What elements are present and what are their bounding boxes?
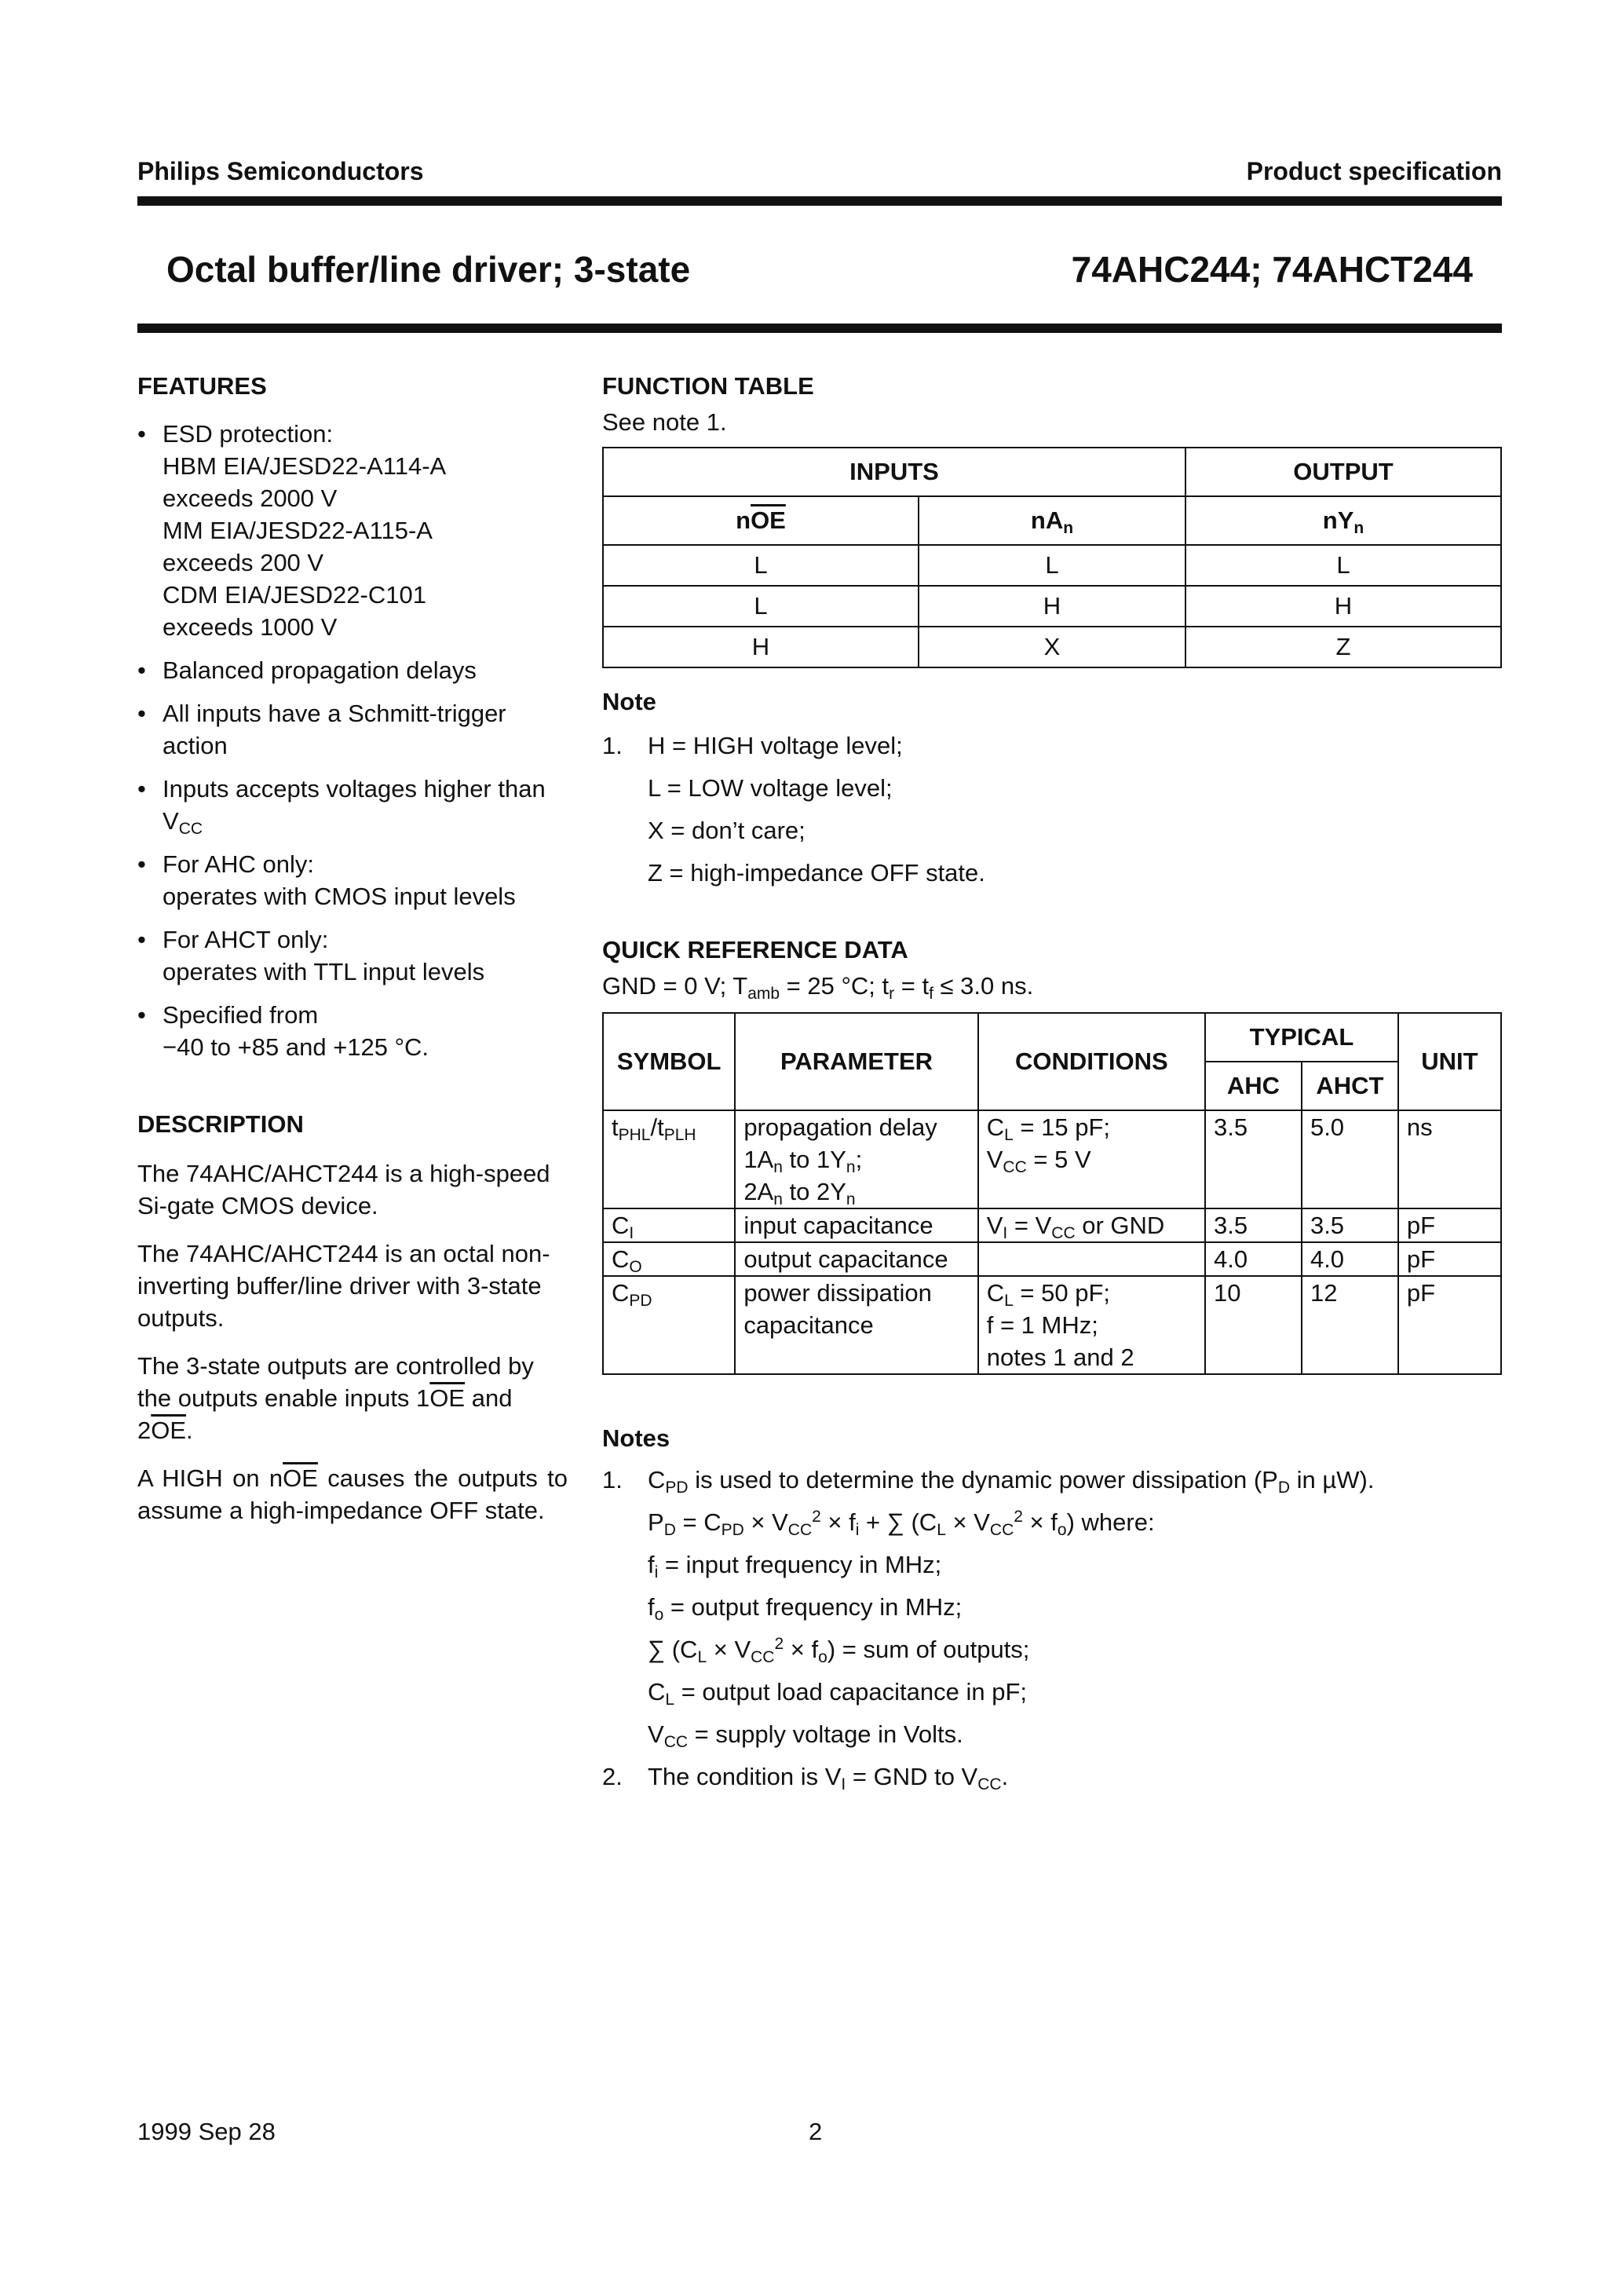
l-sum-a: ∑ (C	[648, 1636, 698, 1663]
header-rule	[137, 196, 1502, 206]
qr-r4-cond	[978, 1276, 1205, 1374]
f-sq2: 2	[1014, 1508, 1023, 1526]
qr-r1-sym-a-sub: PHL	[618, 1126, 651, 1144]
f-end: ) where:	[1066, 1508, 1155, 1536]
qr-r2-symbol	[603, 1208, 735, 1242]
ahc-desc: operates with CMOS input levels	[163, 883, 516, 910]
qr-r1-param-3	[743, 1175, 969, 1208]
n2-b: = GND to V	[846, 1763, 978, 1790]
qr-r1-param-1: propagation delay	[743, 1113, 937, 1141]
qr-r1-p3b: to 2Y	[782, 1178, 846, 1205]
feature-vcc	[137, 773, 577, 837]
p4-b: causes the outputs to assume a high-impedance OFF state.	[137, 1464, 568, 1524]
ft-cell: L	[919, 545, 1185, 586]
n1-c: in µW).	[1290, 1466, 1375, 1493]
ft-cell: H	[1185, 586, 1501, 627]
qr-r3-sym: C	[612, 1245, 630, 1273]
qr-r4-c1s: L	[1004, 1292, 1014, 1310]
description-p3	[137, 1350, 568, 1446]
ft-cell: L	[603, 586, 919, 627]
ft-note-line: L = LOW voltage level;	[648, 774, 893, 802]
qr-cond-a: GND = 0 V; T	[602, 972, 748, 1000]
qr-r4-cond-1	[987, 1277, 1196, 1309]
qr-r1-cond-2	[987, 1143, 1196, 1175]
qr-r1-sym-a: t	[612, 1113, 619, 1141]
ft-col-noe	[603, 496, 919, 545]
ft-note-line: Z = high-impedance OFF state.	[648, 859, 985, 887]
f-l: L	[937, 1521, 946, 1539]
qr-r1-symbol	[603, 1110, 735, 1208]
qr-r2-ca: V	[986, 1212, 1003, 1239]
vcc-symbol: V	[163, 807, 179, 835]
ft-col-nan-text: nA	[1030, 506, 1064, 534]
description-p2: The 74AHC/AHCT244 is an octal non-inverting buffer/line driver with 3-state outputs.	[137, 1240, 550, 1332]
n1-a: C	[648, 1466, 666, 1493]
note-1-line	[648, 1459, 1502, 1501]
qr-r1-unit: ns	[1398, 1110, 1501, 1208]
l-sum-b: × V	[707, 1636, 751, 1663]
table-row	[603, 586, 1501, 627]
qr-r3-param: output capacitance	[735, 1242, 977, 1276]
p3-b: and 2	[137, 1384, 513, 1444]
ft-group-inputs: INPUTS	[603, 448, 1185, 496]
p3-oe2: $\overline{OE}$	[151, 1417, 187, 1444]
notes-list	[602, 1459, 1502, 1798]
l-sum-vcc: CC	[751, 1648, 775, 1666]
p3-a: The 3-state outputs are controlled by the outputs enable inputs 1	[137, 1352, 534, 1412]
table-row	[603, 1242, 1501, 1276]
ft-note	[602, 725, 1502, 894]
f-x1: × V	[743, 1508, 788, 1536]
function-table-heading: FUNCTION TABLE	[602, 372, 814, 400]
ft-col-noe-oe: $\overline{OE}$	[751, 506, 786, 534]
description-heading: DESCRIPTION	[137, 1110, 304, 1138]
page-title: Octal buffer/line driver; 3-state	[166, 249, 691, 290]
qr-r2-cas: I	[1003, 1224, 1008, 1242]
f-fi: × f	[820, 1508, 856, 1536]
n1-b: is used to determine the dynamic power dissipation (P	[688, 1466, 1278, 1493]
qr-r1-p2c: ;	[855, 1146, 863, 1173]
qr-r2-ahct: 3.5	[1302, 1208, 1398, 1242]
qr-r4-cond-2: f = 1 MHz;	[986, 1311, 1098, 1339]
qr-r1-c1a: C	[986, 1113, 1005, 1141]
l-cl-b: = output load capacitance in pF;	[674, 1678, 1028, 1706]
feature-esd	[137, 418, 577, 643]
qr-r2-sym-sub: I	[629, 1224, 634, 1242]
f-pd: P	[648, 1508, 664, 1536]
quick-ref-table	[602, 1012, 1502, 1375]
part-number: 74AHC244; 74AHCT244	[1071, 249, 1473, 290]
ft-cell: H	[603, 627, 919, 667]
f-vcc2: CC	[989, 1521, 1014, 1539]
qr-r1-sym-b-sub: PLH	[663, 1126, 696, 1144]
title-rule	[137, 324, 1502, 333]
n2-c: .	[1001, 1763, 1009, 1790]
qr-r1-c2b: = 5 V	[1026, 1146, 1091, 1173]
qr-r2-cond	[978, 1208, 1205, 1242]
qr-r2-cc: or GND	[1075, 1212, 1165, 1239]
qr-cond-b: = 25 °C; t	[780, 972, 890, 1000]
qr-cond-r: r	[889, 985, 895, 1003]
description-section	[137, 1110, 568, 1542]
table-row	[603, 1110, 1501, 1208]
qr-r1-c1s: L	[1004, 1126, 1014, 1144]
qr-h-ahc: AHC	[1205, 1062, 1302, 1110]
note-1	[602, 1459, 1502, 1756]
qr-r3-ahc: 4.0	[1205, 1242, 1302, 1276]
note-1-num: 1.	[602, 1466, 623, 1493]
l-cl-s: L	[665, 1691, 675, 1709]
footer-page-number: 2	[809, 2118, 823, 2145]
qr-cond-c: = t	[894, 972, 930, 1000]
ft-cell: H	[919, 586, 1185, 627]
ft-col-nyn-sub: n	[1353, 519, 1364, 537]
qr-r4-ahct: 12	[1302, 1276, 1398, 1374]
l-sum-c: × f	[784, 1636, 819, 1663]
qr-r4-ahc: 10	[1205, 1276, 1302, 1374]
qr-h-unit: UNIT	[1398, 1013, 1501, 1110]
ft-cell: Z	[1185, 627, 1501, 667]
feature-spec	[137, 999, 577, 1063]
f-vcc: CC	[787, 1521, 813, 1539]
l-fi-b: = input frequency in MHz;	[658, 1551, 942, 1578]
note-1-fo	[648, 1586, 1502, 1629]
ahc-label: • For AHC only:	[163, 850, 314, 878]
qr-r3-cond	[978, 1242, 1205, 1276]
qr-r1-n: n	[773, 1190, 783, 1208]
qr-r2-sym: C	[612, 1212, 630, 1239]
qr-r4-c1b: = 50 pF;	[1013, 1279, 1111, 1307]
ft-note-line: X = don’t care;	[648, 817, 806, 844]
qr-r2-cbs: CC	[1051, 1224, 1076, 1242]
features-list	[137, 418, 577, 1063]
ft-col-noe-n: n	[736, 506, 751, 534]
l-fi-a: f	[648, 1551, 655, 1578]
feature-schmitt	[137, 697, 577, 762]
l-sum-sq: 2	[774, 1635, 784, 1653]
esd-hbm-value: exceeds 2000 V	[163, 484, 338, 512]
qr-cond-amb: amb	[747, 985, 780, 1003]
qr-r1-ahct: 5.0	[1302, 1110, 1398, 1208]
ahct-desc: operates with TTL input levels	[163, 958, 485, 985]
qr-h-parameter: PARAMETER	[735, 1013, 977, 1110]
qr-r2-unit: pF	[1398, 1208, 1501, 1242]
l-cl-a: C	[648, 1678, 666, 1706]
f-pds: D	[663, 1521, 676, 1539]
ft-note-num: 1.	[602, 732, 623, 759]
table-row	[603, 1208, 1501, 1242]
f-o: o	[1057, 1521, 1067, 1539]
l-vcc-s: CC	[663, 1733, 689, 1751]
qr-r1-p2b: to 1Y	[782, 1146, 846, 1173]
l-sum-d: ) = sum of outputs;	[827, 1636, 1030, 1663]
qr-r4-param-2: capacitance	[743, 1311, 874, 1339]
note-1-fi	[648, 1544, 1502, 1586]
ft-group-output: OUTPUT	[1185, 448, 1501, 496]
note-1-sum	[648, 1629, 1502, 1671]
description-p4	[137, 1462, 568, 1526]
qr-r1-param-2	[743, 1143, 969, 1175]
qr-r1-sym-b: /t	[650, 1113, 664, 1141]
note-1-cl	[648, 1671, 1502, 1713]
qr-r4-param-1: power dissipation	[743, 1279, 932, 1307]
qr-r4-unit: pF	[1398, 1276, 1501, 1374]
qr-r1-c1b: = 15 pF;	[1013, 1113, 1111, 1141]
l-sum-l: L	[697, 1648, 707, 1666]
l-sum-o: o	[818, 1648, 827, 1666]
quick-ref-conditions	[602, 970, 1033, 1002]
table-row	[603, 627, 1501, 667]
qr-r3-unit: pF	[1398, 1242, 1501, 1276]
esd-label: • ESD protection:	[163, 420, 334, 448]
l-vcc-a: V	[648, 1720, 664, 1748]
qr-h-conditions: CONDITIONS	[978, 1013, 1205, 1110]
ft-col-nyn	[1185, 496, 1501, 545]
l-vcc-b: = supply voltage in Volts.	[688, 1720, 963, 1748]
esd-hbm: HBM EIA/JESD22-A114-A	[163, 452, 447, 480]
table-row	[603, 545, 1501, 586]
qr-r1-cond	[978, 1110, 1205, 1208]
features-section	[137, 372, 577, 1074]
ft-cell: L	[603, 545, 919, 586]
qr-r4-sym: C	[612, 1279, 630, 1307]
qr-r1-c2s: CC	[1003, 1158, 1027, 1176]
spec-desc: −40 to +85 and +125 °C.	[163, 1033, 429, 1061]
f-sq: 2	[812, 1508, 821, 1526]
ft-cell: L	[1185, 545, 1501, 586]
p3-oe1: $\overline{OE}$	[429, 1384, 466, 1412]
feature-ahct	[137, 923, 577, 988]
table-row	[603, 1276, 1501, 1374]
qr-r2-ahc: 3.5	[1205, 1208, 1302, 1242]
f-sum: + ∑ (C	[859, 1508, 937, 1536]
qr-r1-n: n	[846, 1190, 856, 1208]
feature-balanced	[137, 654, 577, 686]
l-fi-s: i	[654, 1563, 659, 1581]
header-doc-type: Product specification	[1246, 157, 1502, 185]
qr-r2-cb: = V	[1007, 1212, 1052, 1239]
qr-r3-ahct: 4.0	[1302, 1242, 1398, 1276]
qr-r4-symbol	[603, 1276, 735, 1374]
qr-r1-n: n	[773, 1158, 783, 1176]
qr-cond-f: f	[929, 985, 933, 1003]
qr-r1-cond-1	[987, 1111, 1196, 1143]
ft-col-nan-sub: n	[1063, 519, 1074, 537]
spec-label: • Specified from	[163, 1001, 319, 1029]
f-fo: × f	[1022, 1508, 1058, 1536]
f-x2: × V	[945, 1508, 990, 1536]
qr-r4-c1a: C	[986, 1279, 1005, 1307]
ft-cell: X	[919, 627, 1185, 667]
ahct-label: • For AHCT only:	[163, 926, 329, 953]
note-2-num: 2.	[602, 1763, 623, 1790]
quick-ref-heading: QUICK REFERENCE DATA	[602, 936, 908, 963]
esd-mm: MM EIA/JESD22-A115-A	[163, 517, 433, 544]
note-1-formula	[648, 1501, 1502, 1544]
ft-col-nyn-text: nY	[1322, 506, 1354, 534]
qr-r1-c2a: V	[986, 1146, 1003, 1173]
vcc-text: Inputs accepts voltages higher than	[163, 775, 546, 803]
features-heading: FEATURES	[137, 372, 267, 400]
p4-a: A HIGH on n	[137, 1464, 283, 1492]
n1-as: PD	[665, 1479, 689, 1497]
note-1-vcc	[648, 1713, 1502, 1756]
qr-r1-param	[735, 1110, 977, 1208]
footer-date: 1999 Sep 28	[137, 2118, 276, 2145]
ft-col-nan	[919, 496, 1185, 545]
n1-bs: D	[1277, 1479, 1291, 1497]
note-2	[602, 1756, 1502, 1798]
qr-cond-d: ≤ 3.0 ns.	[933, 972, 1034, 1000]
qr-r4-cond-3: notes 1 and 2	[986, 1344, 1134, 1371]
qr-r3-sym-sub: O	[629, 1258, 642, 1276]
feature-ahc	[137, 848, 577, 912]
p4-oe: $\overline{OE}$	[283, 1464, 318, 1492]
vcc-subscript: CC	[178, 820, 203, 838]
header-company: Philips Semiconductors	[137, 157, 424, 185]
l-fo-b: = output frequency in MHz;	[663, 1593, 963, 1621]
qr-r4-param	[735, 1276, 977, 1374]
qr-h-typical: TYPICAL	[1205, 1013, 1398, 1062]
balanced-text: Balanced propagation delays	[163, 656, 477, 684]
function-table	[602, 447, 1502, 668]
note-2-line	[602, 1756, 1502, 1798]
qr-r1-p3a: 2A	[743, 1178, 774, 1205]
l-fo-a: f	[648, 1593, 655, 1621]
qr-r1-n: n	[846, 1158, 856, 1176]
schmitt-text: All inputs have a Schmitt-trigger action	[163, 700, 506, 759]
n2-bs: CC	[977, 1775, 1002, 1793]
qr-r1-p2a: 1A	[743, 1146, 774, 1173]
ft-note-line: H = HIGH voltage level;	[648, 732, 903, 759]
n2-a: The condition is V	[648, 1763, 842, 1790]
l-fo-s: o	[654, 1606, 664, 1624]
qr-r3-symbol	[603, 1242, 735, 1276]
esd-mm-value: exceeds 200 V	[163, 549, 324, 576]
qr-r4-sym-sub: PD	[629, 1292, 652, 1310]
ft-note-heading: Note	[602, 688, 656, 715]
f-eq: = C	[675, 1508, 721, 1536]
esd-cdm: CDM EIA/JESD22-C101	[163, 581, 426, 609]
function-table-see-note: See note 1.	[602, 408, 727, 436]
f-i: i	[855, 1521, 860, 1539]
notes-heading: Notes	[602, 1424, 670, 1452]
f-cpd: PD	[721, 1521, 744, 1539]
qr-h-ahct: AHCT	[1302, 1062, 1398, 1110]
p3-c: .	[186, 1417, 193, 1444]
qr-r2-param: input capacitance	[735, 1208, 977, 1242]
qr-r1-ahc: 3.5	[1205, 1110, 1302, 1208]
qr-h-symbol: SYMBOL	[603, 1013, 735, 1110]
description-p1: The 74AHC/AHCT244 is a high-speed Si-gate CMOS device.	[137, 1160, 550, 1219]
n2-as: I	[841, 1775, 846, 1793]
esd-cdm-value: exceeds 1000 V	[163, 613, 338, 641]
